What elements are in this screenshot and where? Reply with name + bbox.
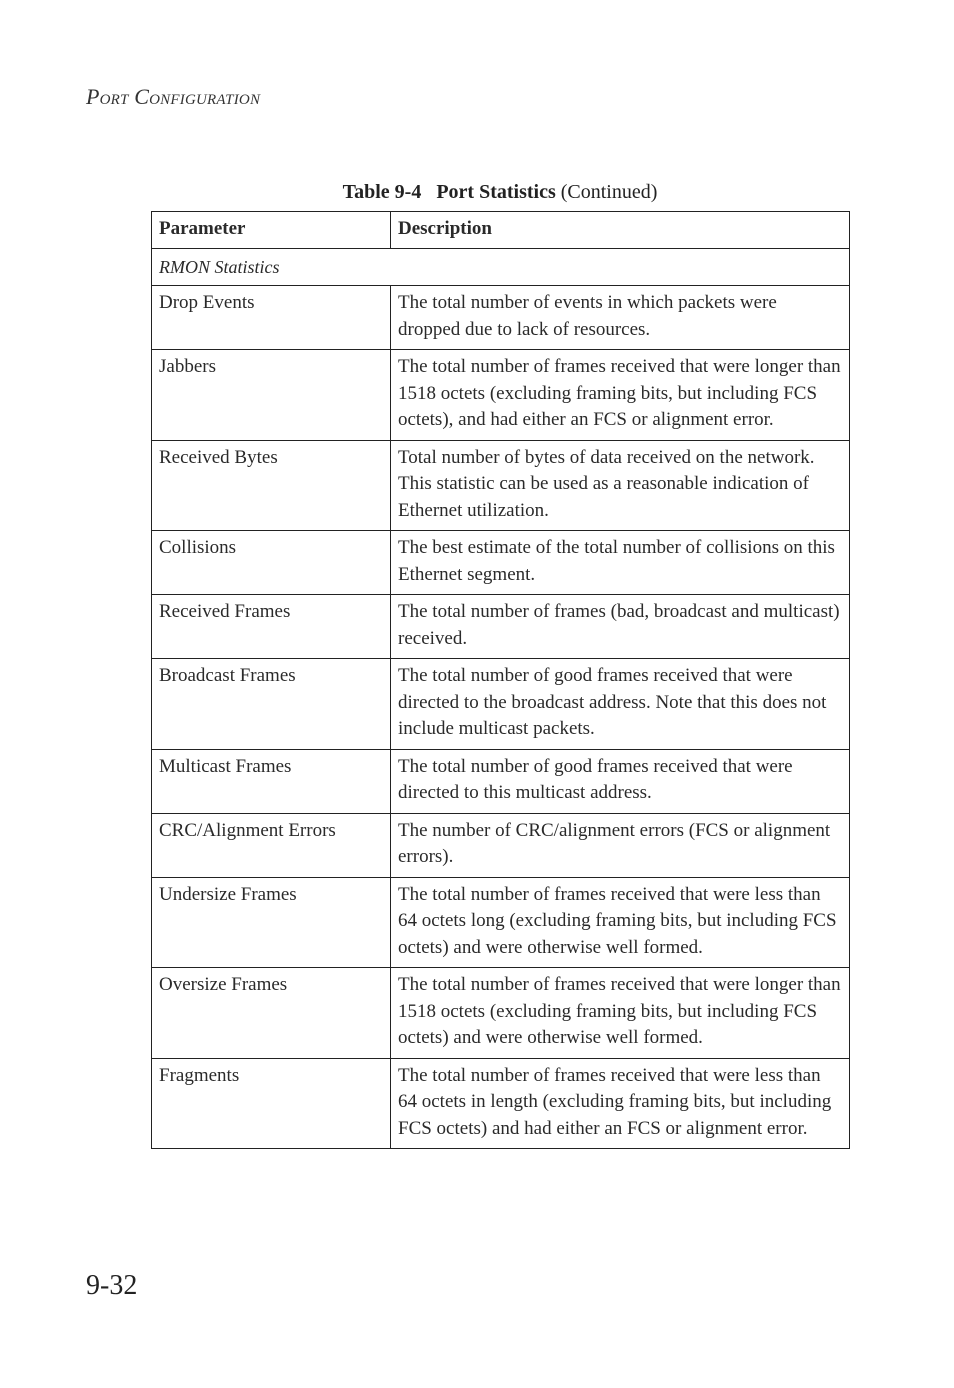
parameter-cell: Received Frames	[152, 595, 391, 659]
table-caption-suffix: (Continued)	[560, 181, 658, 203]
description-cell: The number of CRC/alignment errors (FCS or alignment errors).	[391, 813, 850, 877]
description-cell: The total number of frames received that were less than 64 octets long (excluding framing bits, but including FCS octets) and were otherwise well formed.	[391, 877, 850, 968]
section-label-rmon-statistics: RMON Statistics	[152, 248, 850, 286]
running-header: Port Configuration	[86, 84, 261, 109]
parameter-cell: Received Bytes	[152, 440, 391, 531]
table-row	[152, 659, 850, 750]
description-cell: The total number of events in which packets were dropped due to lack of resources.	[391, 286, 850, 350]
parameter-cell: Jabbers	[152, 350, 391, 441]
column-header-description: Description	[391, 212, 850, 249]
table-row	[152, 531, 850, 595]
description-cell: The total number of good frames received that were directed to this multicast address.	[391, 749, 850, 813]
table-row	[152, 286, 850, 350]
table-row	[152, 749, 850, 813]
table-caption-title: Port Statistics	[436, 181, 556, 203]
description-cell: Total number of bytes of data received on the network. This statistic can be used as a reasonable indication of Ethernet utilization.	[391, 440, 850, 531]
section-row	[152, 248, 850, 286]
table-row	[152, 968, 850, 1059]
parameter-cell: Undersize Frames	[152, 877, 391, 968]
table-row	[152, 350, 850, 441]
table-row	[152, 813, 850, 877]
description-cell: The total number of frames received that were longer than 1518 octets (excluding framing bits, but including FCS octets) and were otherwise well formed.	[391, 968, 850, 1059]
table-header-row	[152, 212, 850, 249]
table-caption	[151, 178, 849, 206]
table-caption-number: Table 9-4	[342, 181, 422, 203]
parameter-cell: Oversize Frames	[152, 968, 391, 1059]
column-header-parameter: Parameter	[152, 212, 391, 249]
description-cell: The total number of good frames received that were directed to the broadcast address. Note that this does not include multicast packets.	[391, 659, 850, 750]
page-number: 9-32	[86, 1270, 138, 1301]
table-row	[152, 1058, 850, 1149]
table-row	[152, 440, 850, 531]
parameter-cell: Collisions	[152, 531, 391, 595]
description-cell: The total number of frames received that were longer than 1518 octets (excluding framing bits, but including FCS octets), and had either an FCS or alignment error.	[391, 350, 850, 441]
table-row	[152, 877, 850, 968]
parameter-cell: Multicast Frames	[152, 749, 391, 813]
port-statistics-table	[151, 211, 850, 1149]
parameter-cell: Drop Events	[152, 286, 391, 350]
parameter-cell: Fragments	[152, 1058, 391, 1149]
description-cell: The total number of frames (bad, broadcast and multicast) received.	[391, 595, 850, 659]
parameter-cell: CRC/Alignment Errors	[152, 813, 391, 877]
description-cell: The total number of frames received that were less than 64 octets in length (excluding framing bits, but including FCS octets) and had either an FCS or alignment error.	[391, 1058, 850, 1149]
parameter-cell: Broadcast Frames	[152, 659, 391, 750]
table-row	[152, 595, 850, 659]
description-cell: The best estimate of the total number of collisions on this Ethernet segment.	[391, 531, 850, 595]
